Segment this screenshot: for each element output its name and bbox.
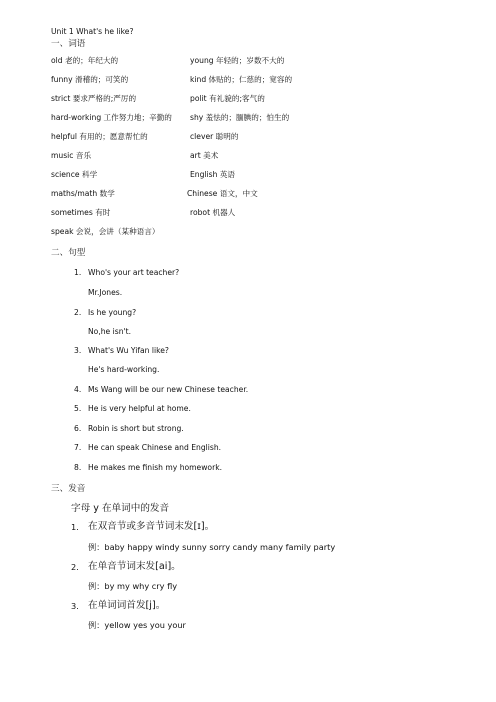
vocab-left-4: hard-working 工作努力地；辛勤的	[51, 113, 172, 122]
sentences-heading: 二、句型	[51, 248, 86, 258]
sentence-number-6: 6.	[74, 424, 82, 433]
vocab-left-7: science 科学	[51, 170, 98, 179]
rule-1: 在双音节或多音节词末发[ɪ]。	[88, 521, 215, 532]
vocab-right-3: polit 有礼貌的;客气的	[190, 94, 265, 103]
vocab-right-4: shy 羞怯的；腼腆的；怕生的	[190, 113, 290, 122]
sentence-number-2: 2.	[74, 308, 82, 317]
sentence-8: He makes me finish my homework.	[88, 463, 223, 472]
vocab-left-1: old 老的；年纪大的	[51, 56, 119, 65]
sentence-7: He can speak Chinese and English.	[88, 443, 222, 452]
vocab-last: speak 会说，会讲（某种语言）	[51, 227, 160, 236]
sentence-number-8: 8.	[74, 463, 82, 472]
vocab-right-1: young 年轻的；岁数不大的	[190, 56, 285, 65]
sentence-number-5: 5.	[74, 404, 82, 413]
sentence-1: Who's your art teacher?	[88, 268, 180, 277]
sentence-number-7: 7.	[74, 443, 82, 452]
pronunciation-heading: 三、发音	[51, 484, 86, 494]
rule-3: 在单词词首发[j]。	[88, 600, 166, 611]
vocab-left-8: maths/math 数学	[51, 189, 115, 198]
vocab-left-3: strict 要求严格的;严厉的	[51, 94, 137, 103]
vocab-right-9: robot 机器人	[190, 208, 236, 217]
sentence-number-3: 3.	[74, 346, 82, 355]
pronunciation-subtitle: 字母 y 在单词中的发音	[71, 503, 170, 514]
sentence-3: What's Wu Yifan like?	[88, 346, 169, 355]
vocab-right-2: kind 体贴的；仁慈的；宽容的	[190, 75, 293, 84]
vocab-right-6: art 美术	[190, 151, 219, 160]
sentence-3-answer: He's hard-working.	[88, 365, 160, 374]
rule-number-1: 1.	[71, 522, 79, 532]
sentence-number-1: 1.	[74, 268, 82, 277]
sentence-2-answer: No,he isn't.	[88, 327, 131, 336]
vocab-heading: 一、词语	[51, 39, 86, 49]
vocab-right-5: clever 聪明的	[190, 132, 239, 141]
sentence-4: Ms Wang will be our new Chinese teacher.	[88, 385, 249, 394]
sentence-5: He is very helpful at home.	[88, 404, 191, 413]
rule-number-2: 2.	[71, 562, 79, 572]
page-title: Unit 1 What's he like?	[51, 27, 134, 36]
vocab-right-7: English 英语	[190, 170, 236, 179]
sentence-6: Robin is short but strong.	[88, 424, 184, 433]
vocab-left-6: music 音乐	[51, 151, 92, 160]
rule-number-3: 3.	[71, 601, 79, 611]
vocab-left-5: helpful 有用的；愿意帮忙的	[51, 132, 148, 141]
vocab-left-9: sometimes 有时	[51, 208, 111, 217]
sentence-1-answer: Mr.Jones.	[88, 288, 123, 297]
sentence-number-4: 4.	[74, 385, 82, 394]
sentence-2: Is he young?	[88, 308, 137, 317]
rule-3-example: 例：yellow yes you your	[88, 620, 186, 630]
rule-2-example: 例：by my why cry fly	[88, 581, 178, 591]
rule-2: 在单音节词末发[ai]。	[88, 561, 181, 572]
vocab-right-8: Chinese 语文，中文	[187, 189, 258, 198]
rule-1-example: 例：baby happy windy sunny sorry candy many family party	[88, 542, 336, 552]
vocab-left-2: funny 滑稽的；可笑的	[51, 75, 129, 84]
